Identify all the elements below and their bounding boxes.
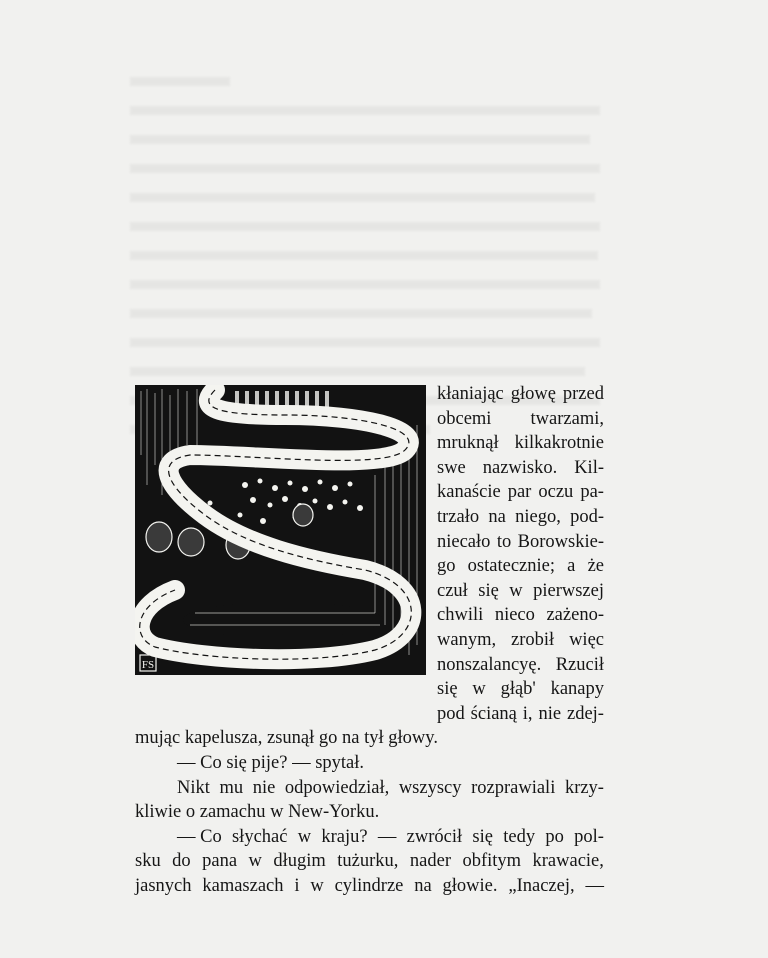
- word: pol-: [574, 826, 604, 847]
- word: pana: [202, 851, 238, 872]
- monogram: FS: [141, 659, 155, 671]
- word: w: [248, 851, 262, 872]
- text-line: [437, 407, 604, 432]
- word: nonszalancyę.: [437, 654, 542, 675]
- word: ostatecznie;: [467, 556, 555, 577]
- text-line: [437, 653, 604, 678]
- word: par: [507, 482, 532, 503]
- text-line: [437, 579, 604, 604]
- word: pa-: [580, 482, 604, 503]
- word: krawacie,: [532, 851, 604, 872]
- text-line: [437, 628, 604, 653]
- word: pierwszej: [533, 580, 604, 601]
- word: nazwisko.: [482, 457, 558, 478]
- word: Borowskie-: [517, 531, 604, 552]
- word: mu: [219, 777, 244, 798]
- word: kanaście: [437, 482, 501, 503]
- word: kłaniając: [437, 384, 504, 404]
- word: twarzami,: [530, 408, 604, 429]
- reverse-page-show-through: [130, 70, 610, 370]
- word: niecało: [437, 531, 491, 552]
- word: pod-: [570, 507, 604, 527]
- word: przed: [562, 384, 604, 404]
- word: głąb': [500, 679, 536, 700]
- word: więc: [569, 630, 604, 650]
- word: na: [488, 507, 506, 527]
- text-line: [135, 800, 604, 825]
- word: głowę: [510, 384, 556, 404]
- word: nieco: [494, 605, 535, 626]
- word: kamaszach: [202, 876, 284, 896]
- word: odpowiedział,: [284, 777, 390, 798]
- word: nie: [538, 703, 562, 724]
- word: Kil-: [574, 457, 604, 478]
- word: po: [545, 826, 564, 847]
- word: ścianą: [470, 703, 517, 724]
- word: słychać: [231, 826, 288, 847]
- word: zdej-: [566, 703, 604, 724]
- text-line: [437, 677, 604, 702]
- word: się: [472, 826, 493, 847]
- initial-letter-illustration: [135, 385, 426, 675]
- text-line: [437, 382, 604, 407]
- word: zażeno-: [546, 605, 604, 626]
- word: w: [472, 679, 486, 700]
- word: oczu: [538, 482, 574, 503]
- word: —: [585, 876, 604, 896]
- line-text: kliwie o zamachu w New-Yorku.: [135, 802, 380, 823]
- text-line: [437, 505, 604, 530]
- word: na: [414, 876, 432, 896]
- word: kanapy: [550, 679, 604, 700]
- word: „Inaczej,: [508, 876, 575, 896]
- word: pod: [437, 703, 465, 724]
- word: czuł: [437, 580, 468, 601]
- text-line: [177, 825, 604, 850]
- word: obfitym: [462, 851, 522, 872]
- word: jasnych: [135, 876, 192, 896]
- text-line: [135, 849, 604, 874]
- word: kraju?: [321, 826, 368, 847]
- word: rozprawiali: [471, 777, 556, 798]
- word: zrobił: [511, 630, 555, 650]
- word: niego,: [515, 507, 561, 527]
- word: zwrócił: [406, 826, 463, 847]
- text-line: [177, 751, 604, 776]
- word: kilkakrotnie: [514, 433, 604, 454]
- word: że: [587, 556, 604, 577]
- word: w: [509, 580, 523, 601]
- text-line: [177, 776, 604, 801]
- word: wanym,: [437, 630, 497, 650]
- word: a: [567, 556, 576, 577]
- word: i: [294, 876, 300, 896]
- word: do: [172, 851, 191, 872]
- word: to: [496, 531, 512, 552]
- word: Rzucił: [555, 654, 604, 675]
- text-line: [135, 726, 604, 751]
- word: — Co: [177, 826, 222, 847]
- word: krzy-: [564, 777, 604, 798]
- word: nader: [409, 851, 451, 872]
- word: trzało: [437, 507, 480, 527]
- word: obcemi: [437, 408, 492, 429]
- word: swe: [437, 457, 466, 478]
- text-line: [437, 431, 604, 456]
- text-line: [437, 603, 604, 628]
- word: chwili: [437, 605, 484, 626]
- text-line: [437, 456, 604, 481]
- word: —: [377, 826, 397, 847]
- text-line: [437, 480, 604, 505]
- word: głowie.: [442, 876, 498, 896]
- text-line: [437, 554, 604, 579]
- word: tedy: [503, 826, 536, 847]
- text-line: [437, 702, 604, 727]
- word: sku: [135, 851, 161, 872]
- word: w: [310, 876, 324, 896]
- word: go: [437, 556, 456, 577]
- word: w: [297, 826, 312, 847]
- word: cylindrze: [334, 876, 404, 896]
- word: tużurku,: [337, 851, 399, 872]
- word: wszyscy: [398, 777, 462, 798]
- word: długim: [273, 851, 326, 872]
- word: i,: [522, 703, 533, 724]
- word: nie: [252, 777, 276, 798]
- word: się: [437, 679, 458, 700]
- text-line: [437, 530, 604, 555]
- word: się: [478, 580, 499, 601]
- text-line: [135, 874, 604, 899]
- line-text: mując kapelusza, zsunął go na tył głowy.: [135, 728, 438, 749]
- word: Nikt: [177, 777, 210, 798]
- line-text: — Co się pije? — spytał.: [177, 753, 365, 773]
- word: mruknął: [437, 433, 499, 454]
